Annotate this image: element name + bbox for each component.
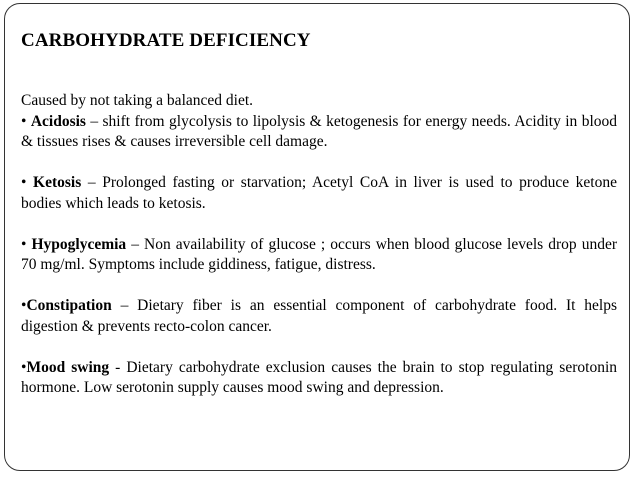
list-item-hypoglycemia [21,235,617,276]
bullet: • [21,297,27,314]
description-hypoglycemia: – Non availability of glucose ; occurs when blood glucose levels drop under 70 mg/ml. Symptoms include giddiness, fatigue, distress. [21,235,617,273]
list-item-acidosis [21,112,617,153]
bullet: • [21,358,27,376]
term-constipation: Constipation [26,297,112,314]
slide-body [21,91,617,399]
slide-frame [4,3,630,471]
term-ketosis: Ketosis [33,174,82,191]
list-item-ketosis [21,173,617,214]
term-acidosis: Acidosis [30,112,86,130]
description-ketosis: – Prolonged fasting or starvation; Acetyl CoA in liver is used to produce ketone bodies which leads to ketosis. [21,174,617,212]
list-item-mood-swing [21,358,617,399]
slide-title: CARBOHYDRATE DEFICIENCY [21,30,311,51]
intro-text: Caused by not taking a balanced diet. [21,92,254,109]
bullet: • [21,112,31,130]
term-hypoglycemia: Hypoglycemia [31,235,127,253]
term-mood-swing: Mood swing [26,358,110,376]
list-item-constipation [21,296,617,337]
description-mood-swing: - Dietary carbohydrate exclusion causes the brain to stop regulating serotonin hormone. Low serotonin supply causes mood swing and depression. [21,358,617,396]
description-acidosis: – shift from glycolysis to lipolysis & ketogenesis for energy needs. Acidity in blood & tissues rises & causes irreversible cell damage. [21,112,617,150]
bullet: • [21,235,32,253]
bullet: • [21,174,34,191]
description-constipation: – Dietary fiber is an essential component of carbohydrate food. It helps digestion & prevents recto-colon cancer. [21,297,617,335]
